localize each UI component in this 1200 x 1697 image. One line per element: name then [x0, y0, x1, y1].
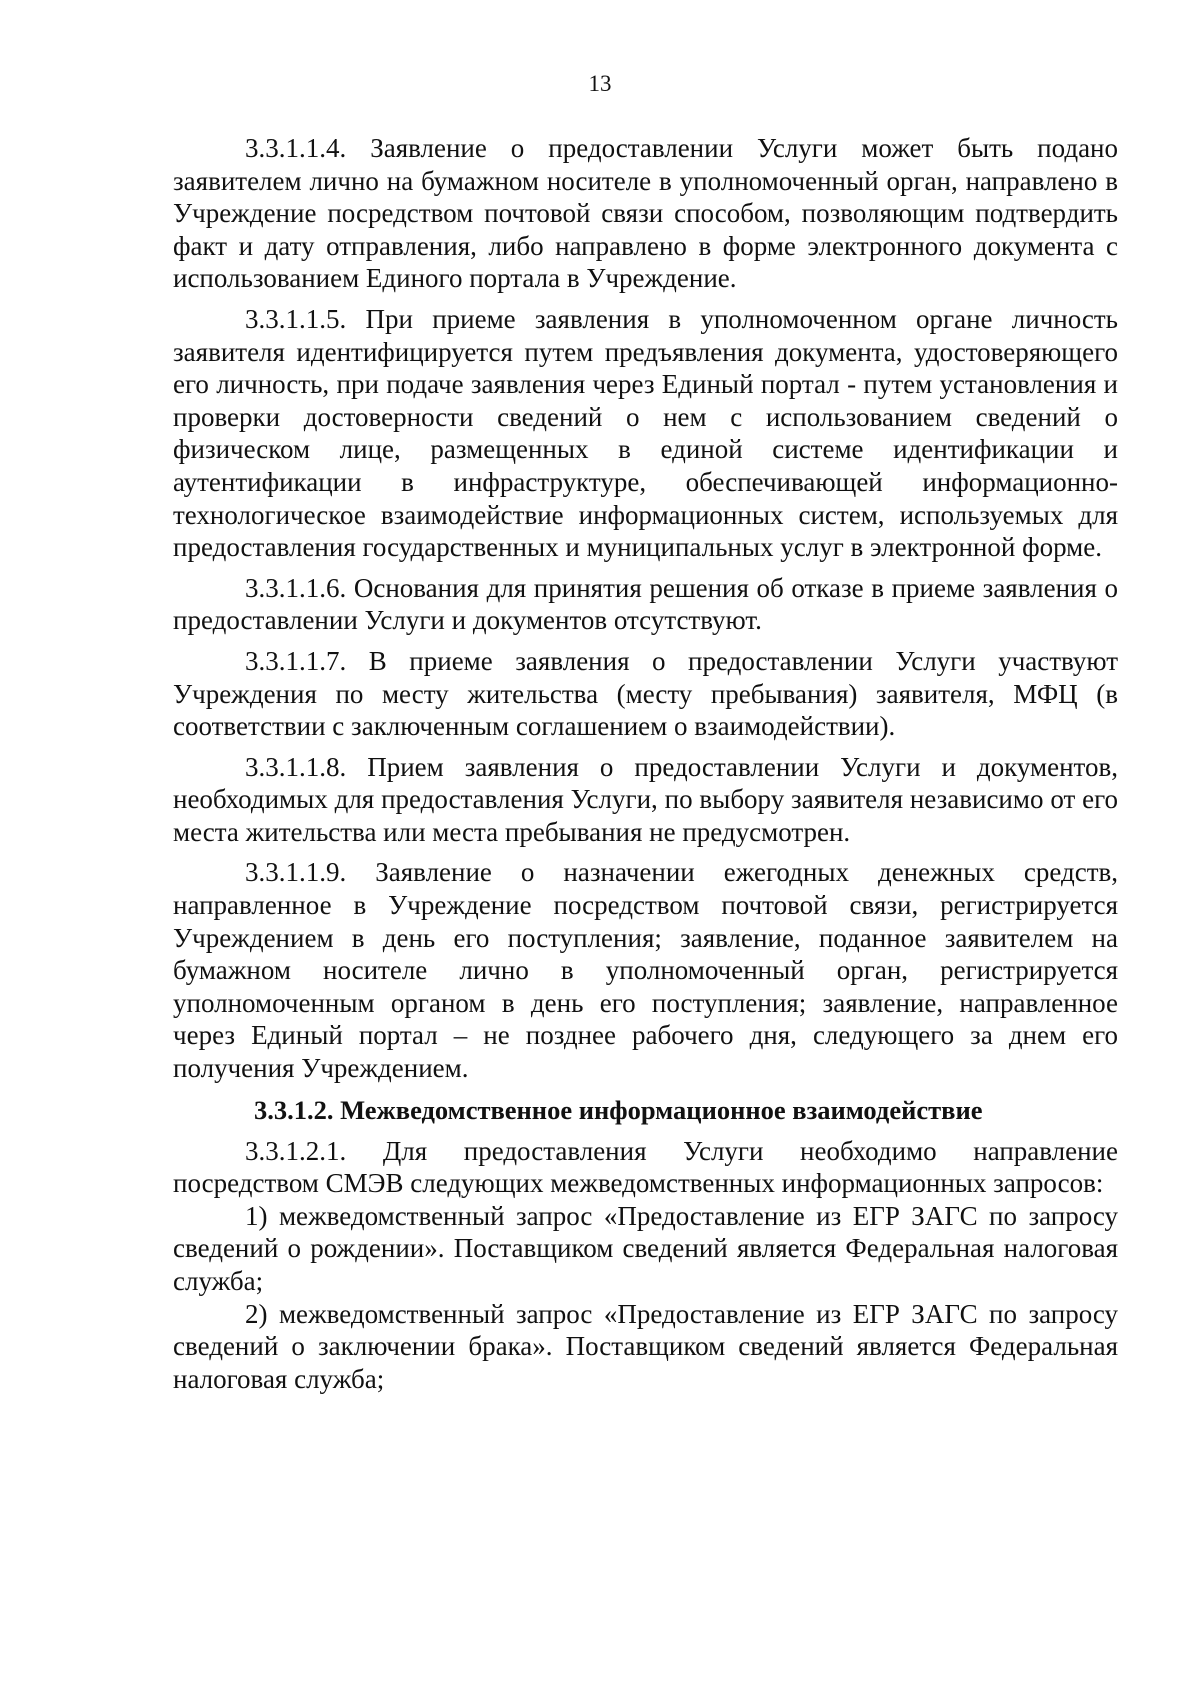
document-body	[173, 132, 1118, 1395]
paragraph-3-3-1-1-5: 3.3.1.1.5. При приеме заявления в уполномоченном органе личность заявителя идентифицируется путем предъявления документа, удостоверяющего его личность, при подаче заявления через Единый портал - путем установления и проверки достоверности сведений о нем с использованием сведений о физическом лице, размещенных в единой системе идентификации и аутентификации в инфраструктуре, обеспечивающей информационно-технологическое взаимодействие информационных систем, используемых для предоставления государственных и муниципальных услуг в электронной форме.	[173, 303, 1118, 563]
page-number: 13	[588, 71, 612, 96]
paragraph-3-3-1-1-9: 3.3.1.1.9. Заявление о назначении ежегодных денежных средств, направленное в Учреждение посредством почтовой связи, регистрируется Учреждением в день его поступления; заявление, поданное заявителем на бумажном носителе лично в уполномоченный орган, регистрируется уполномоченным органом в день его поступления; заявление, направленное через Единый портал – не позднее рабочего дня, следующего за днем его получения Учреждением.	[173, 857, 1118, 1084]
list-item: 2) межведомственный запрос «Предоставление из ЕГР ЗАГС по запросу сведений о заключении брака». Поставщиком сведений является Федеральная налоговая служба;	[173, 1298, 1118, 1394]
paragraph-3-3-1-1-4: 3.3.1.1.4. Заявление о предоставлении Услуги может быть подано заявителем лично на бумажном носителе в уполномоченный орган, направлено в Учреждение посредством почтовой связи способом, позволяющим подтвердить факт и дату отправления, либо направлено в форме электронного документа с использованием Единого портала в Учреждение.	[173, 133, 1118, 294]
paragraph-3-3-1-1-8: 3.3.1.1.8. Прием заявления о предоставлении Услуги и документов, необходимых для предоставления Услуги, по выбору заявителя независимо от его места жительства или места пребывания не предусмотрен.	[173, 751, 1118, 847]
paragraph-3-3-1-2-1: 3.3.1.2.1. Для предоставления Услуги необходимо направление посредством СМЭВ следующих межведомственных информационных запросов:	[173, 1135, 1118, 1199]
list-item: 1) межведомственный запрос «Предоставление из ЕГР ЗАГС по запросу сведений о рождении». Поставщиком сведений является Федеральная налоговая служба;	[173, 1200, 1118, 1296]
paragraph-3-3-1-1-7: 3.3.1.1.7. В приеме заявления о предоставлении Услуги участвуют Учреждения по месту жительства (месту пребывания) заявителя, МФЦ (в соответствии с заключенным соглашением о взаимодействии).	[173, 645, 1118, 742]
paragraph-3-3-1-1-6: 3.3.1.1.6. Основания для принятия решения об отказе в приеме заявления о предоставлении Услуги и документов отсутствуют.	[173, 572, 1118, 636]
section-heading: 3.3.1.2. Межведомственное информационное взаимодействие	[254, 1094, 983, 1125]
